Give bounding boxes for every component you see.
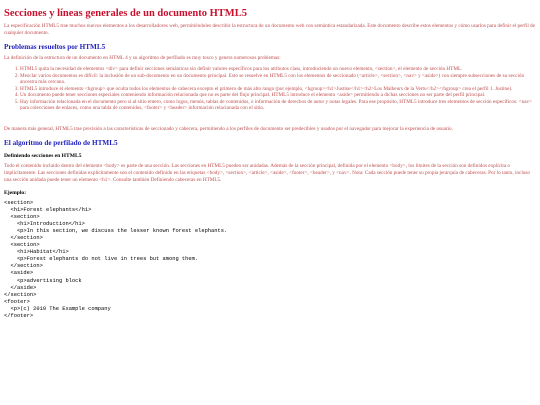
list-item: 3. HTML5 introduce el elemento <hgroup> que oculta todos los elementos de cabecera excepto el primero de más alto rango (por ejemplo, <hgroup><h1>Justine</h1><h2>Los Malheurs de la Vertu</h2></hgroup> crea el perfil 1. Justine). (20, 86, 536, 93)
problems-outro-paragraph: De manera más general, HTML5 trae precisión a las características de seccionado y cabecera, permitiendo a los perfiles de documento ser predecibles y usados por el navegador para mejorar la experiencia de usuario. (4, 125, 453, 132)
list-item: 2. Mezclar varios documentos es difícil: la inclusión de un sub-documento en un documento principal. Esto se resuelve en HTML5 con los elementos de seccionado (<article>, <section>, <nav> y <aside>) con siempre subsecciones de su sección ancestra más cercana. (20, 73, 536, 86)
page-title: Secciones y líneas generales de un documento HTML5 (4, 8, 247, 19)
list-item: 4. Un documento puede tener secciones especiales conteniendo información relacionada que no es parte del flujo principal. HTML5 introduce el elemento <aside> permitiendo a dichas secciones no ser parte del perfil principal. (20, 92, 536, 99)
section-heading-problems: Problemas resueltos por HTML5 (4, 43, 106, 51)
intro-paragraph: La especificación HTML5 trae muchos nuevos elementos a los desarrolladores web, permitiéndoles describir la estructura de un documento web con semántica estandarizada. Este documento describe estos elementos y cómo usarlos para definir el perfil de cualquier documento. (4, 23, 535, 36)
problems-lead-paragraph: La definición de la estructura de un documento en HTML 4 y su algoritmo de perfilado es muy tosco y genera numerosos problemas: (4, 55, 281, 61)
code-example: <section> <h1>Forest elephants</h1> <section> <h1>Introduction</h1> <p>In this section, we discuss the lesser known forest elephants. </section> <section> <h1>Habitat</h1> <p>Forest elephants do not live in trees but among them. </section> <aside> <p>advertising block </aside> </section> <footer> <p>(c) 2010 The Example company </footer> (4, 199, 228, 319)
example-label: Ejemplo: (4, 189, 27, 196)
defining-sections-paragraph: Todo el contenido incluido dentro del elemento <body> es parte de una sección. Las secciones en HTML5 pueden ser anidadas. Además de la sección principal, definida por el elemento <body>, los límites de la sección son definidos explícita o implícitamente. Las secciones definidas explícitamente son el contenido definido en las etiquetas <body>, <section>, <article>, <aside>, <footer>, <header>, y <nav>. Nota: Cada sección puede tener su propia jerarquía de cabeceras. Por lo tanto, incluso una sección anidada puede tener un elemento <h1>. Consulte también Definiendo cabeceras en HTML5. (4, 162, 530, 183)
list-item: 1. HTML5 quita la necesidad de elementos <div> para definir secciones semánticas sin definir valores específicos para los atributos class, introduciendo un nuevo elemento, <section>, el elemento de sección HTML. (20, 66, 536, 73)
section-heading-algorithm: El algoritmo de perfilado de HTML5 (4, 138, 118, 147)
list-item: 5. Hay información relacionada en el documento pero si al sitio entero, como logos, menús, tablas de contenidos, o información de derechos de autor y notas legales. Para ese propósito, HTML5 introduce tres elementos de sección específicos: <nav> para colecciones de enlaces, como una tabla de contenidos, <footer> y <header> información relacionada con el sitio. (20, 99, 536, 112)
spacer (4, 116, 536, 126)
problems-list (4, 66, 536, 112)
subheading-defining-sections: Definiendo secciones en HTML5 (4, 152, 82, 159)
